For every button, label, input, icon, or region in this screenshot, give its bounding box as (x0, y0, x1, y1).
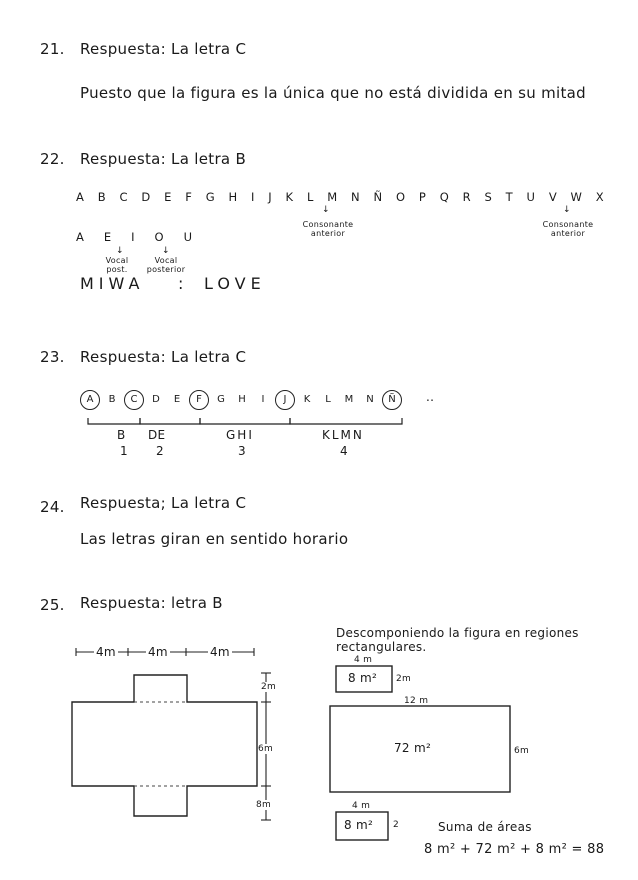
alphabet-letter: G (205, 190, 215, 204)
decomposition-text: Descomponiendo la figura en regiones (336, 626, 579, 640)
rect-area-label: 8 m² (348, 671, 378, 685)
sequence-letter: L (325, 394, 331, 405)
cross-dividers (134, 702, 187, 786)
alphabet-letter: M (327, 190, 338, 204)
sum-label: Suma de áreas (438, 820, 532, 834)
q25-number: 25. (40, 596, 65, 614)
consonant-note-left: Consonante anterior (302, 220, 354, 238)
alphabet-letter: L (306, 190, 314, 204)
alphabet-letter: B (97, 190, 106, 204)
alphabet-letter: Ñ (373, 190, 383, 204)
alphabet-letter: F (185, 190, 192, 204)
arrow-down-icon: ↓ (116, 246, 124, 256)
alphabet-letter: P (418, 190, 426, 204)
rect-height-label: 2 (393, 820, 400, 830)
group-brackets (88, 418, 402, 424)
vowel-note-post: Vocal post. (105, 256, 129, 274)
sequence-letter: E (173, 394, 181, 405)
circled-letter: C (124, 390, 144, 410)
rect-area-label: 72 m² (394, 741, 432, 755)
group-count: 1 (120, 444, 128, 458)
top-dim-label: 4m (148, 645, 168, 659)
sequence-letter: I (261, 394, 265, 405)
group-label: KLMN (322, 428, 364, 442)
sequence-letter: D (152, 394, 160, 405)
sequence-letter: G (217, 394, 225, 405)
alphabet-letter: R (462, 190, 471, 204)
circled-letter: F (189, 390, 209, 410)
alphabet-letter: O (395, 190, 406, 204)
alphabet-letter: S (484, 190, 492, 204)
side-dim-label: 8m (256, 800, 272, 810)
vowel-letter: U (183, 230, 192, 244)
side-dim-label: 6m (258, 744, 274, 754)
sequence-letter: K (303, 394, 311, 405)
alphabet-letter: I (251, 190, 255, 204)
word-left: MIWA (80, 274, 145, 293)
alphabet-letter: J (268, 190, 272, 204)
group-count: 3 (238, 444, 246, 458)
circled-letter: Ñ (382, 390, 402, 410)
rect-height-label: 6m (514, 746, 530, 756)
group-label: GHI (226, 428, 254, 442)
group-label: B (117, 428, 126, 442)
cross-figure (72, 675, 257, 816)
rect-width-label: 4 m (352, 801, 371, 811)
circled-letter: A (80, 390, 100, 410)
alphabet-letter: Q (439, 190, 449, 204)
q22-number: 22. (40, 150, 65, 168)
q21-number: 21. (40, 40, 65, 58)
sequence-ellipsis: .. (426, 390, 435, 404)
alphabet-letter: V (548, 190, 557, 204)
group-count: 2 (156, 444, 164, 458)
group-count: 4 (340, 444, 348, 458)
vowel-note-prev: Vocal posterior (146, 256, 186, 274)
sequence-letter: N (366, 394, 374, 405)
alphabet-letter: N (351, 190, 360, 204)
top-dim-label: 4m (96, 645, 116, 659)
circled-letter: J (275, 390, 295, 410)
rect-width-label: 4 m (354, 655, 373, 665)
alphabet-letter: T (505, 190, 513, 204)
group-label: DE (148, 428, 166, 442)
top-dim-label: 4m (210, 645, 230, 659)
alphabet-letter: D (141, 190, 151, 204)
arrow-down-icon: ↓ (563, 205, 571, 215)
alphabet-letter: C (119, 190, 128, 204)
alphabet-letter: E (164, 190, 172, 204)
vowel-letter: A (76, 230, 84, 244)
q23-number: 23. (40, 348, 65, 366)
alphabet-letter: H (228, 190, 238, 204)
vowel-letter: E (103, 230, 112, 244)
q21-answer: Respuesta: La letra C (80, 40, 247, 58)
alphabet-letter: K (285, 190, 294, 204)
alphabet-letter: X (595, 190, 604, 204)
alphabet-letter: A (76, 190, 84, 204)
arrow-down-icon: ↓ (162, 246, 170, 256)
rect-height-label: 2m (396, 674, 412, 684)
arrow-down-icon: ↓ (322, 205, 330, 215)
sequence-letter: H (238, 394, 246, 405)
sequence-letter: M (344, 394, 354, 405)
q24-answer: Respuesta; La letra C (80, 494, 247, 512)
q21-explanation: Puesto que la figura es la única que no está dividida en su mitad (80, 84, 586, 102)
alphabet-letter: U (526, 190, 535, 204)
q24-number: 24. (40, 498, 65, 516)
side-dim-label: 2m (261, 682, 277, 692)
vowel-letter: I (131, 230, 135, 244)
q23-answer: Respuesta: La letra C (80, 348, 247, 366)
rect-width-label: 12 m (404, 696, 429, 706)
vowel-letter: O (154, 230, 164, 244)
rect-area-label: 8 m² (344, 818, 374, 832)
sum-expression: 8 m² + 72 m² + 8 m² = 88 (424, 842, 605, 857)
q22-answer: Respuesta: La letra B (80, 150, 247, 168)
sequence-letter: B (108, 394, 116, 405)
alphabet-letter: W (570, 190, 582, 204)
q24-explanation: Las letras giran en sentido horario (80, 530, 349, 548)
word-right: LOVE (204, 274, 266, 293)
separator: : (178, 274, 184, 293)
q25-answer: Respuesta: letra B (80, 594, 223, 612)
decomposition-text: rectangulares. (336, 640, 427, 654)
consonant-note-right: Consonante anterior (542, 220, 594, 238)
